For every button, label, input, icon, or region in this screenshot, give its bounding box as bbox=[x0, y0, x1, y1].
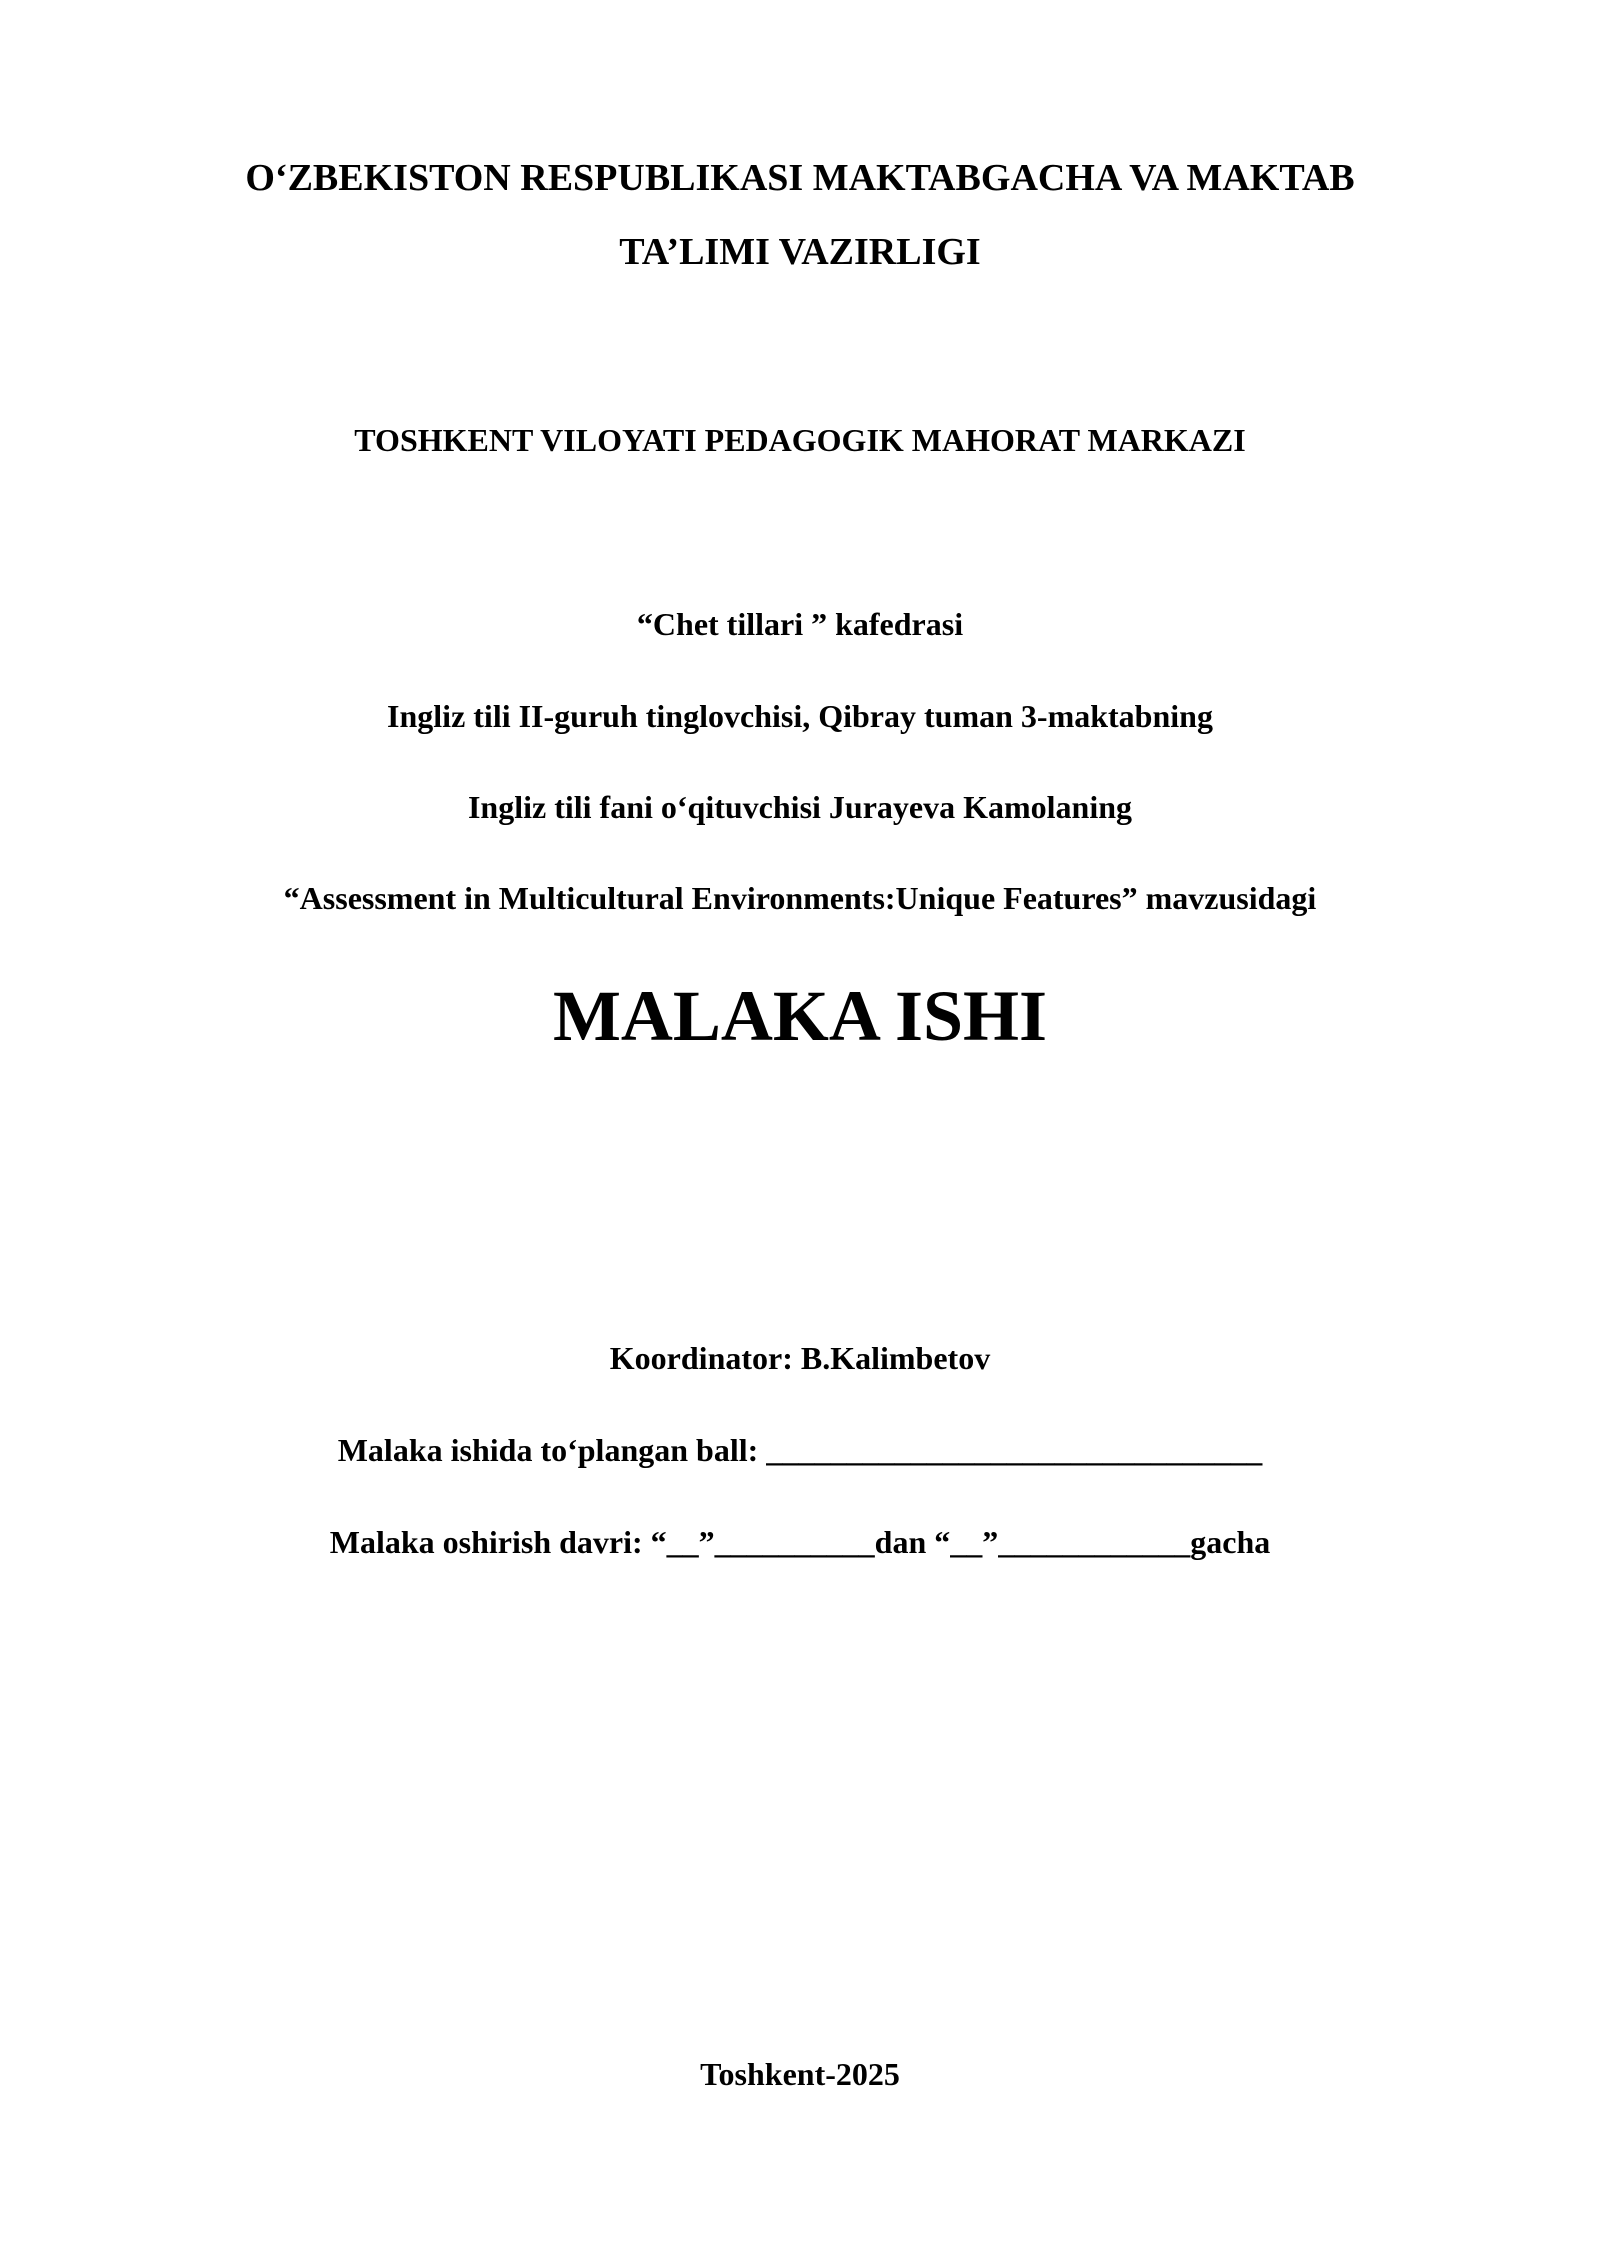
ministry-title-line-1: O‘ZBEKISTON RESPUBLIKASI MAKTABGACHA VA MAKTAB bbox=[245, 157, 1355, 199]
topic-description: “Assessment in Multicultural Environments:Unique Features” mavzusidagi bbox=[283, 880, 1317, 916]
department-name: “Chet tillari ” kafedrasi bbox=[636, 606, 964, 642]
center-name: TOSHKENT VILOYATI PEDAGOGIK MAHORAT MARKAZI bbox=[354, 422, 1246, 458]
training-period-line: Malaka oshirish davri: “__”__________dan “__”____________gacha bbox=[329, 1524, 1271, 1560]
coordinator-line: Koordinator: B.Kalimbetov bbox=[609, 1340, 991, 1376]
teacher-description: Ingliz tili fani o‘qituvchisi Jurayeva Kamolaning bbox=[467, 789, 1133, 825]
ministry-title-line-2: TA’LIMI VAZIRLIGI bbox=[619, 231, 981, 273]
score-line: Malaka ishida to‘plangan ball: _______________________________ bbox=[337, 1432, 1263, 1468]
city-year: Toshkent-2025 bbox=[700, 2056, 900, 2092]
listener-description: Ingliz tili II-guruh tinglovchisi, Qibray tuman 3-maktabning bbox=[387, 698, 1213, 734]
work-title: MALAKA ISHI bbox=[552, 976, 1048, 1056]
